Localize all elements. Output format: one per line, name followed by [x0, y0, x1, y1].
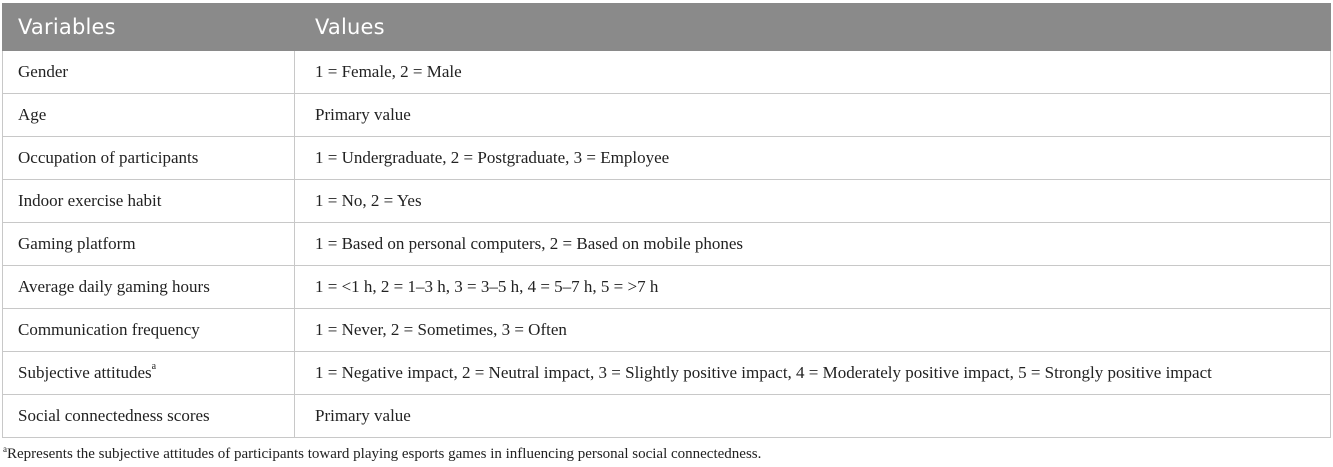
value-cell: 1 = Undergraduate, 2 = Postgraduate, 3 = Employee	[295, 137, 1331, 180]
variable-cell: Occupation of participants	[3, 137, 295, 180]
value-cell: Primary value	[295, 395, 1331, 438]
variable-cell: Gaming platform	[3, 223, 295, 266]
table-header-row	[3, 4, 1331, 51]
value-cell: 1 = No, 2 = Yes	[295, 180, 1331, 223]
variable-cell: Communication frequency	[3, 309, 295, 352]
table-row	[3, 137, 1331, 180]
value-cell: 1 = Never, 2 = Sometimes, 3 = Often	[295, 309, 1331, 352]
footnote-marker: a	[151, 361, 157, 372]
variable-cell: Age	[3, 94, 295, 137]
header-variables: Variables	[3, 4, 295, 51]
value-cell: 1 = Female, 2 = Male	[295, 51, 1331, 94]
variable-cell	[3, 352, 295, 395]
footnote-text: Represents the subjective attitudes of participants toward playing esports games in influencing personal social connectedness.	[7, 446, 762, 462]
table-row	[3, 223, 1331, 266]
header-values: Values	[295, 4, 1331, 51]
table-row	[3, 94, 1331, 137]
table-row	[3, 51, 1331, 94]
variable-label: Subjective attitudes	[18, 363, 152, 382]
table-row	[3, 180, 1331, 223]
table-row	[3, 352, 1331, 395]
variables-table	[2, 3, 1331, 438]
variable-cell: Indoor exercise habit	[3, 180, 295, 223]
table-row	[3, 395, 1331, 438]
value-cell: 1 = <1 h, 2 = 1–3 h, 3 = 3–5 h, 4 = 5–7 h, 5 = >7 h	[295, 266, 1331, 309]
variable-cell: Average daily gaming hours	[3, 266, 295, 309]
table-row	[3, 266, 1331, 309]
table-footnote	[3, 446, 761, 463]
variable-cell: Social connectedness scores	[3, 395, 295, 438]
variable-cell: Gender	[3, 51, 295, 94]
value-cell: Primary value	[295, 94, 1331, 137]
table-row	[3, 309, 1331, 352]
footnote-marker: a	[3, 444, 7, 454]
value-cell: 1 = Based on personal computers, 2 = Based on mobile phones	[295, 223, 1331, 266]
value-cell: 1 = Negative impact, 2 = Neutral impact, 3 = Slightly positive impact, 4 = Moderately positive impact, 5 = Strongly positive impact	[295, 352, 1331, 395]
